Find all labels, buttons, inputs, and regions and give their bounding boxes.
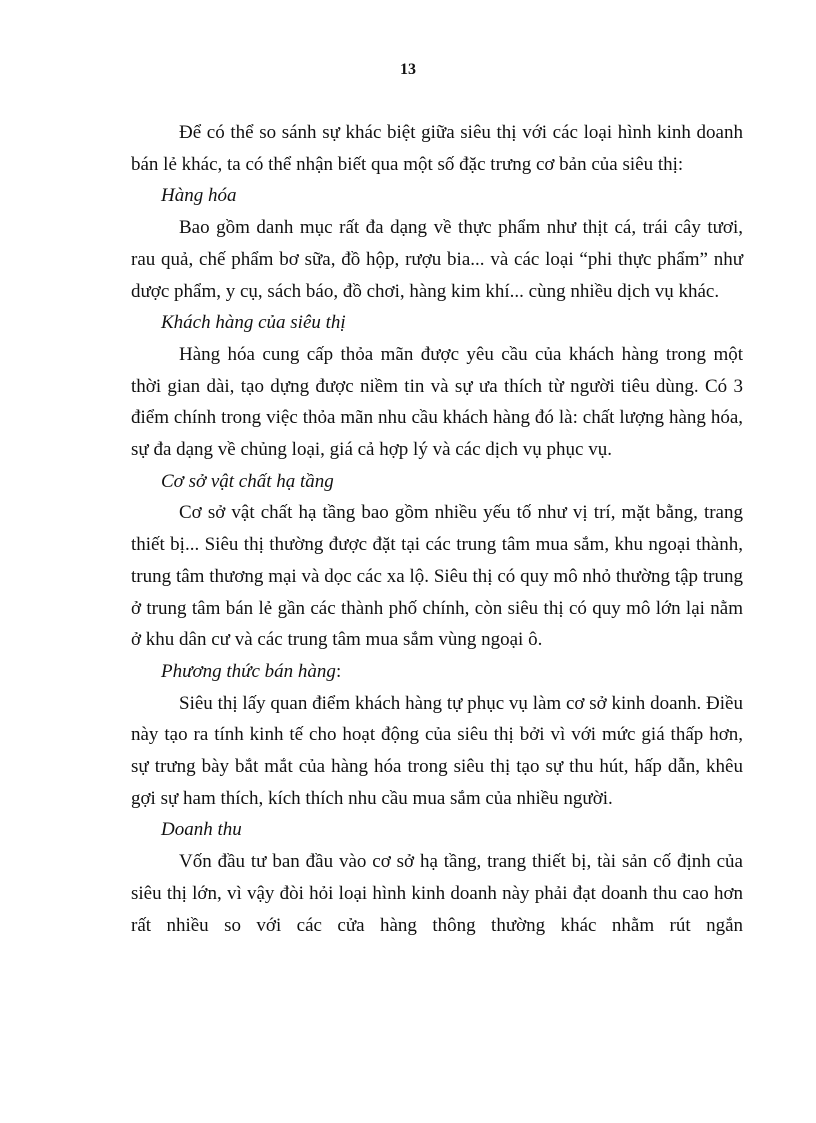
section-body-phuong-thuc-ban-hang: Siêu thị lấy quan điểm khách hàng tự phục vụ làm cơ sở kinh doanh. Điều này tạo ra tính kinh tế cho hoạt động của siêu thị bởi vì với mức giá thấp hơn, sự trưng bày bắt mắt của hàng hóa trong siêu thị tạo sự thu hút, hấp dẫn, khêu gợi sự ham thích, kích thích nhu cầu mua sắm của nhiều người.: [131, 692, 743, 809]
document-body: [131, 117, 743, 941]
section-heading-text: Cơ sở vật chất hạ tầng: [161, 470, 334, 492]
section-heading-doanh-thu: [131, 814, 743, 846]
section-heading-khach-hang: [131, 307, 743, 339]
section-heading-text: Khách hàng của siêu thị: [161, 312, 346, 334]
intro-paragraph: Để có thể so sánh sự khác biệt giữa siêu thị với các loại hình kinh doanh bán lẻ khác, ta có thể nhận biết qua một số đặc trưng cơ bản của siêu thị:: [131, 122, 743, 175]
section-body-hang-hoa: Bao gồm danh mục rất đa dạng về thực phẩm như thịt cá, trái cây tươi, rau quả, chế phẩm bơ sữa, đồ hộp, rượu bia... và các loại “phi thực phẩm” như dược phẩm, y cụ, sách báo, đồ chơi, hàng kim khí... cùng nhiều dịch vụ khác.: [131, 217, 743, 302]
section-heading-phuong-thuc-ban-hang: [131, 656, 743, 688]
section-heading-text: Hàng hóa: [161, 185, 237, 207]
page-number: 13: [400, 61, 416, 78]
section-heading-hang-hoa: [131, 180, 743, 212]
section-body-khach-hang: Hàng hóa cung cấp thỏa mãn được yêu cầu của khách hàng trong một thời gian dài, tạo dựng được niềm tin và sự ưa thích từ người tiêu dùng. Có 3 điểm chính trong việc thỏa mãn nhu cầu khách hàng đó là: chất lượng hàng hóa, sự đa dạng về chủng loại, giá cả hợp lý và các dịch vụ phục vụ.: [131, 343, 743, 461]
section-heading-text: Phương thức bán hàng: [161, 660, 336, 682]
section-heading-suffix: :: [335, 660, 342, 682]
section-heading-co-so-vat-chat: [131, 466, 743, 498]
section-body-co-so-vat-chat: Cơ sở vật chất hạ tầng bao gồm nhiều yếu tố như vị trí, mặt bằng, trang thiết bị... Siêu thị thường được đặt tại các trung tâm mua sắm, khu ngoại thành, trung tâm thương mại và dọc các xa lộ. Siêu thị có quy mô nhỏ thường tập trung ở trung tâm bán lẻ gần các thành phố chính, còn siêu thị có quy mô lớn lại nằm ở khu dân cư và các trung tâm mua sắm vùng ngoại ô.: [131, 502, 743, 651]
section-heading-text: Doanh thu: [161, 819, 242, 841]
section-body-doanh-thu: Vốn đầu tư ban đầu vào cơ sở hạ tầng, trang thiết bị, tài sản cố định của siêu thị lớn, vì vậy đòi hỏi loại hình kinh doanh này phải đạt doanh thu cao hơn rất nhiều so với các cửa hàng thông thường khác nhằm rút ngắn: [131, 851, 743, 936]
